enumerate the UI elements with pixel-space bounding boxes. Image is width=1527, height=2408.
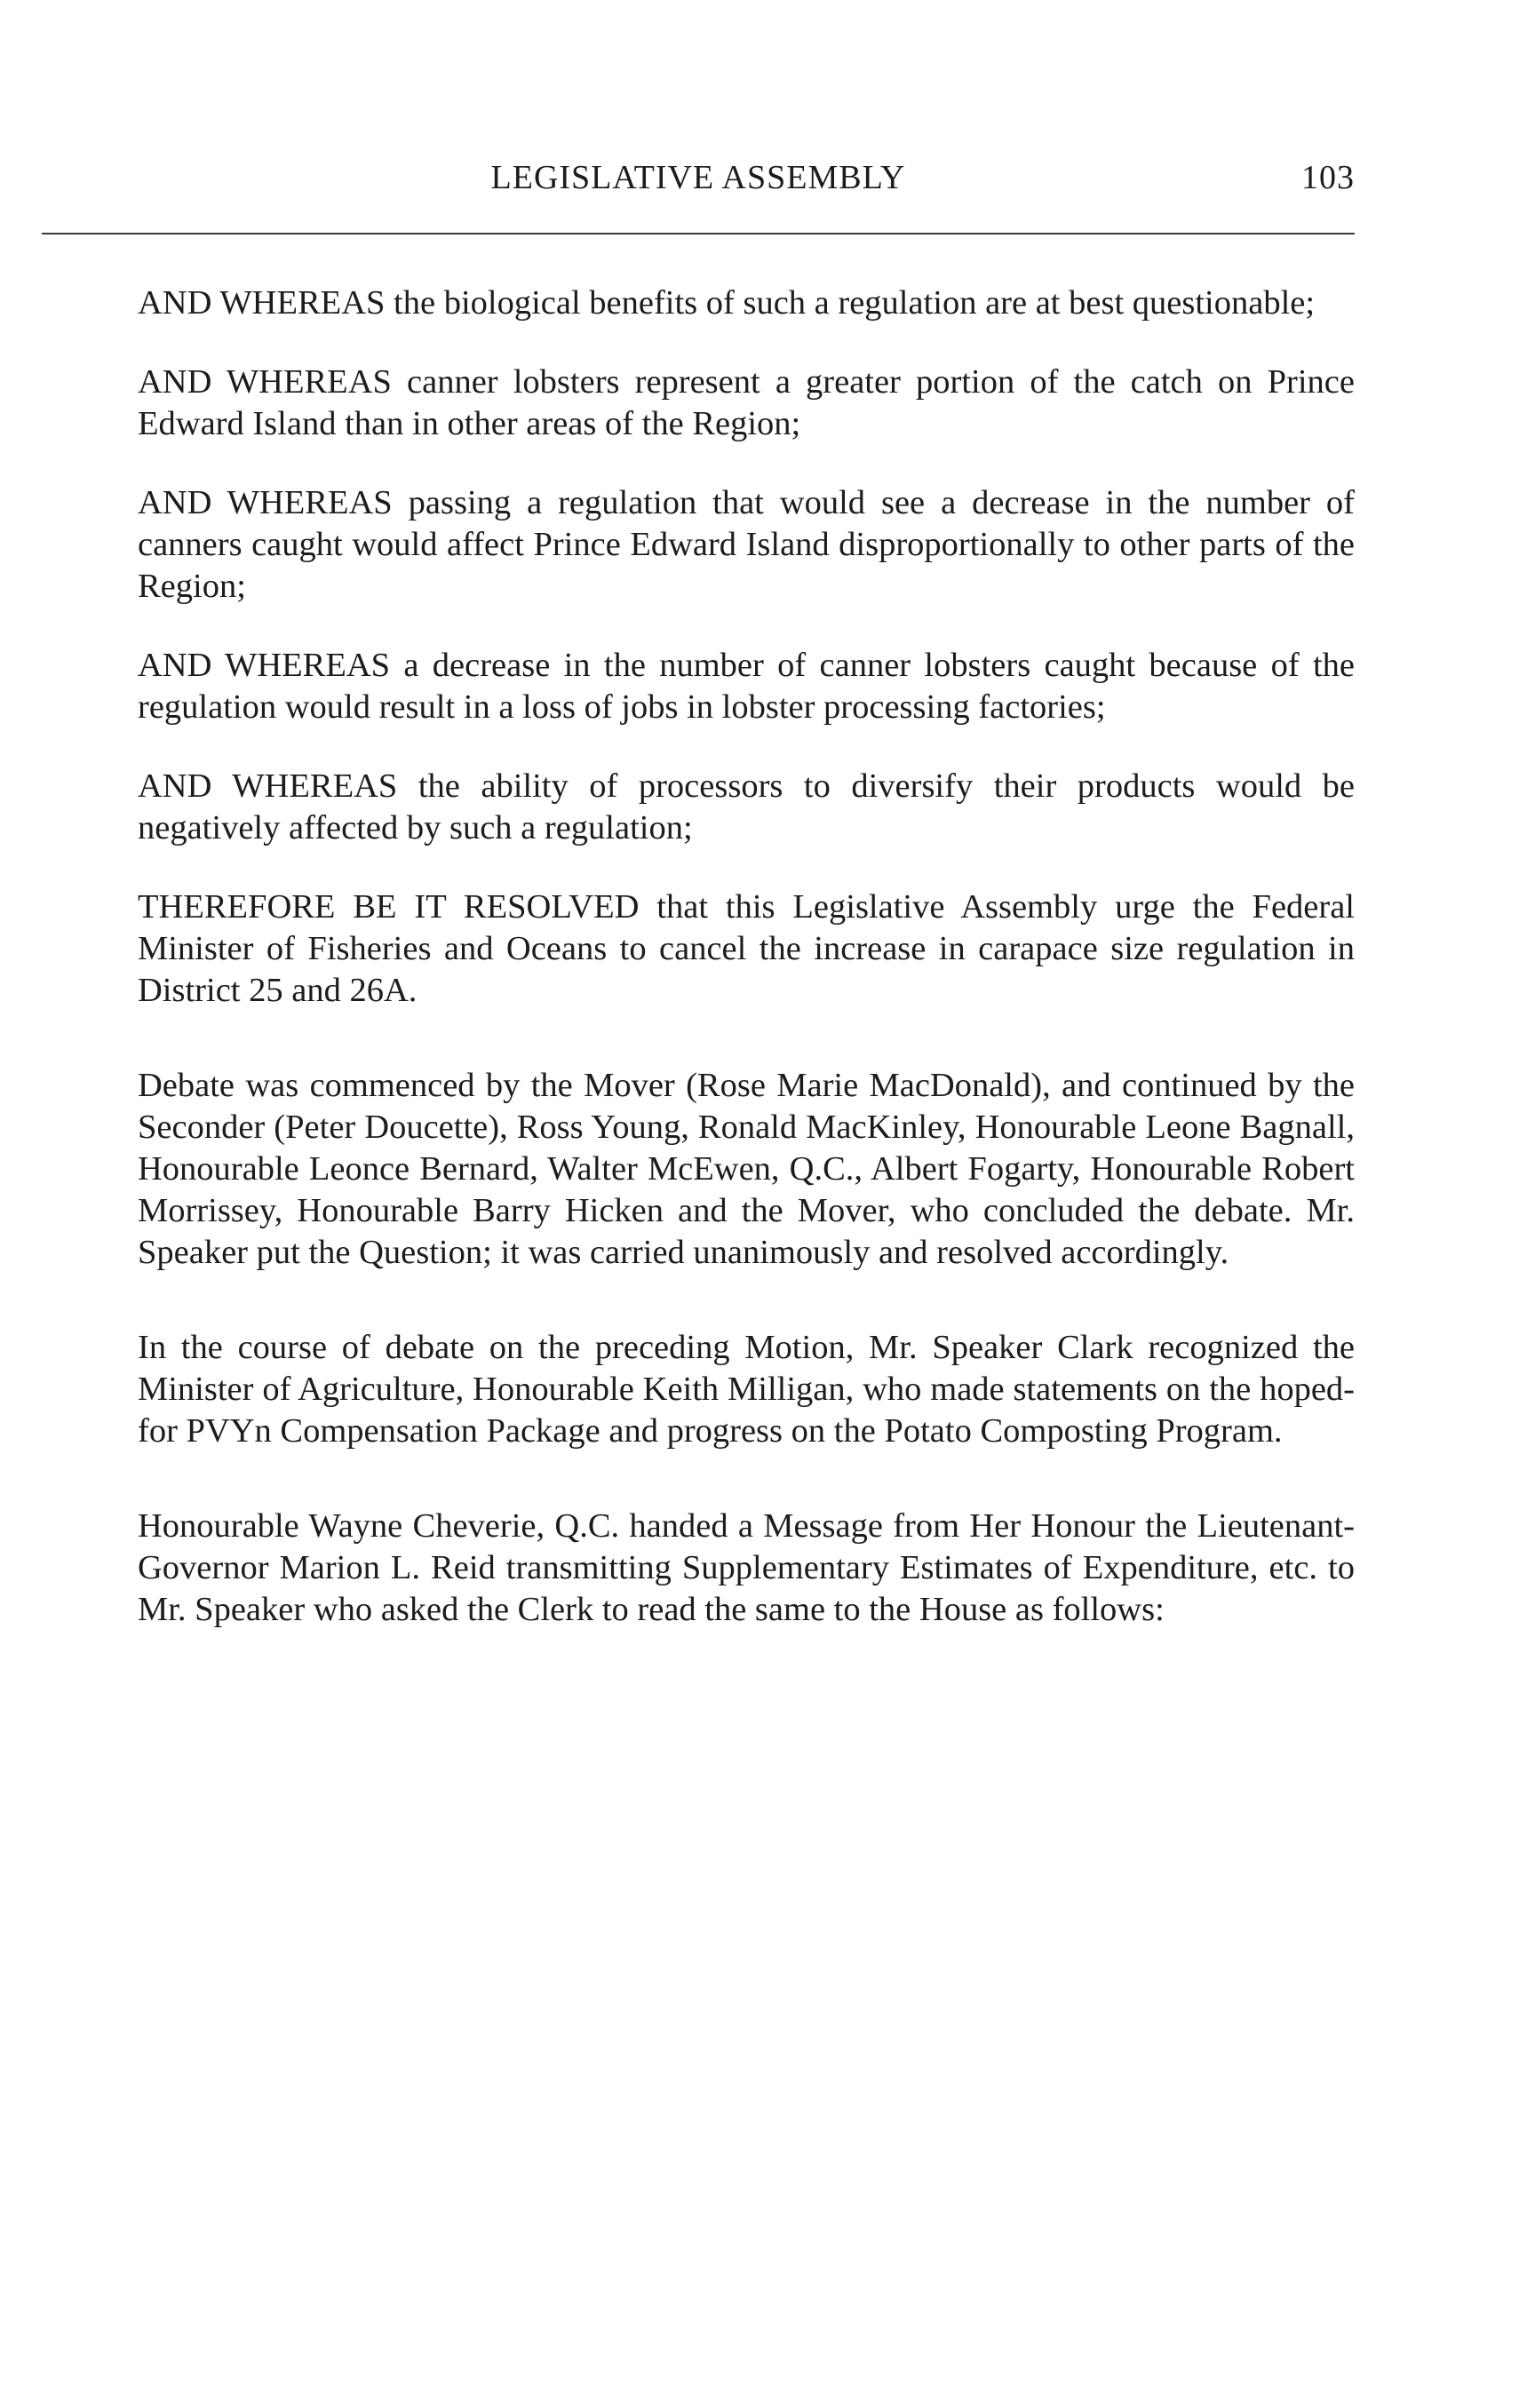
whereas-paragraph: AND WHEREAS passing a regulation that would see a decrease in the number of canners caught would affect Prince Edward Island disproportionally to other parts of the Region;: [138, 484, 1355, 605]
whereas-paragraph: AND WHEREAS a decrease in the number of canner lobsters caught because of the regulation would result in a loss of jobs in lobster processing factories;: [138, 647, 1355, 726]
resolution-paragraph: THEREFORE BE IT RESOLVED that this Legislative Assembly urge the Federal Minister of Fisheries and Oceans to cancel the increase in carapace size regulation in District 25 and 26A.: [138, 888, 1355, 1009]
minister-statement-paragraph: In the course of debate on the preceding Motion, Mr. Speaker Clark recognized the Minister of Agriculture, Honourable Keith Milligan, who made statements on the hoped-for PVYn Compensation Package and progress on the Potato Composting Program.: [138, 1329, 1355, 1450]
header-rule: [42, 233, 1355, 234]
running-title: LEGISLATIVE ASSEMBLY: [490, 159, 906, 196]
page-number: 103: [1301, 159, 1355, 196]
whereas-paragraph: AND WHEREAS the biological benefits of such a regulation are at best questionable;: [138, 284, 1316, 322]
whereas-paragraph: AND WHEREAS the ability of processors to diversify their products would be negatively affected by such a regulation;: [138, 767, 1355, 846]
running-header: [42, 158, 1355, 211]
message-paragraph: Honourable Wayne Cheverie, Q.C. handed a Message from Her Honour the Lieutenant-Governor Marion L. Reid transmitting Supplementary Estimates of Expenditure, etc. to Mr. Speaker who asked the Clerk to read the same to the House as follows:: [138, 1507, 1355, 1628]
whereas-paragraph: AND WHEREAS canner lobsters represent a greater portion of the catch on Prince Edward Island than in other areas of the Region;: [138, 363, 1355, 442]
debate-paragraph: Debate was commenced by the Mover (Rose Marie MacDonald), and continued by the Seconder (Peter Doucette), Ross Young, Ronald MacKinley, Honourable Leone Bagnall, Honourable Leonce Bernard, Walter McEwen, Q.C., Albert Fogarty, Honourable Robert Morrissey, Honourable Barry Hicken and the Mover, who concluded the debate. Mr. Speaker put the Question; it was carried unanimously and resolved accordingly.: [138, 1067, 1355, 1271]
body-text: [138, 282, 1355, 1684]
